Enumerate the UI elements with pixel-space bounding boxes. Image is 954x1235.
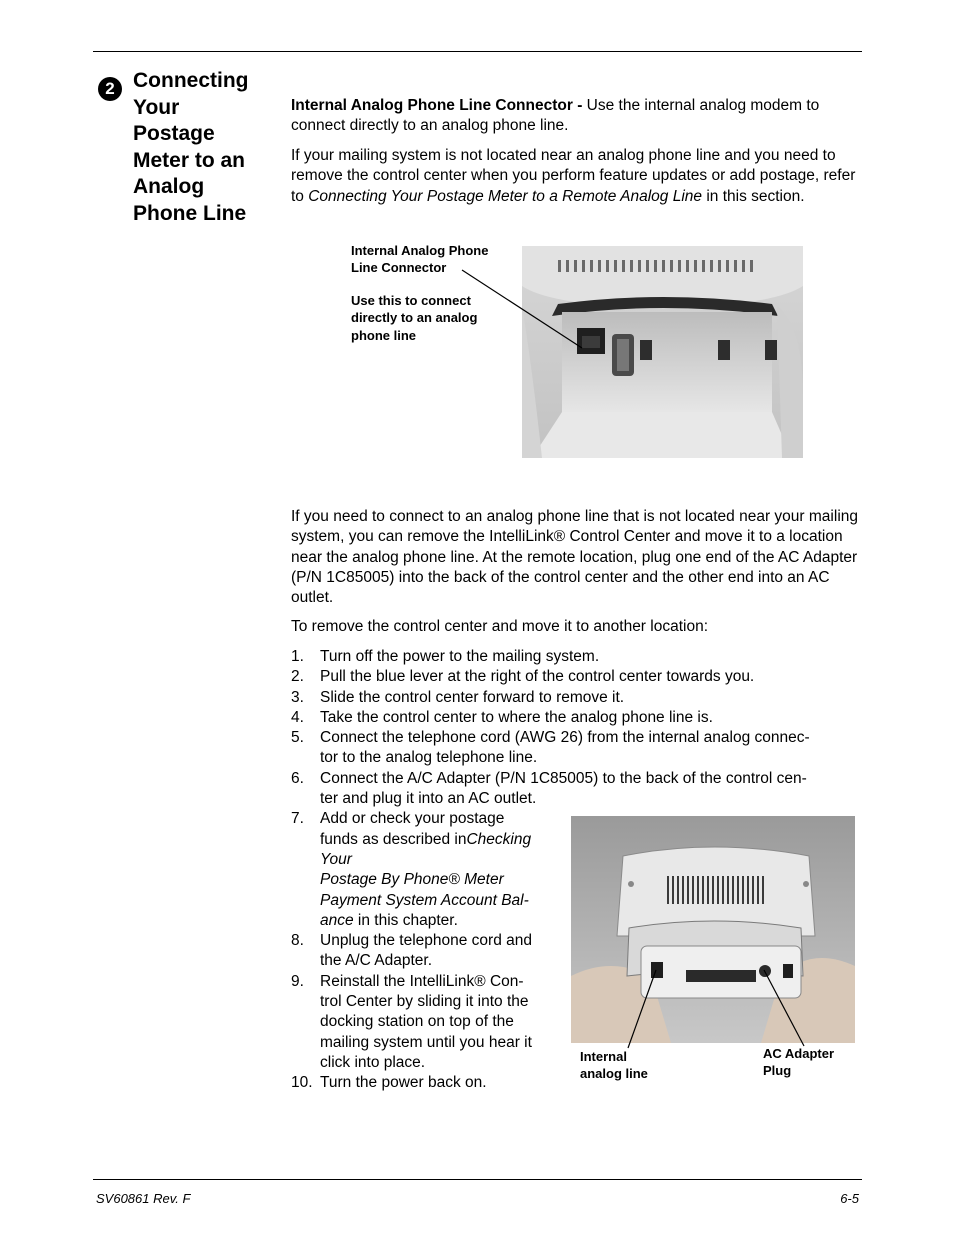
callout-line: phone line: [351, 327, 416, 343]
list-item: [291, 708, 861, 728]
step-text: tor to the analog telephone line.: [320, 749, 538, 767]
step-text: Connect the telephone cord (AWG 26) from the internal analog connec-: [320, 729, 810, 747]
remote-location-paragraph: [291, 507, 861, 608]
paragraph-text: in this section.: [702, 187, 805, 205]
list-item: [291, 809, 555, 931]
callout-line: Use this to connect: [351, 293, 471, 308]
step-text: Connect the A/C Adapter (P/N 1C85005) to the back of the control cen-: [320, 769, 807, 787]
step-text: Add or check your postage: [320, 810, 505, 828]
step-text: ter and plug it into an AC outlet.: [320, 790, 537, 808]
list-item: [291, 931, 555, 972]
heading-line: Connecting: [133, 69, 249, 92]
heading-line: Analog: [133, 175, 205, 198]
step-number: 5.: [291, 729, 304, 747]
list-item: [291, 667, 861, 687]
heading-line: Postage: [133, 122, 215, 145]
step-text: mailing system until you hear it: [320, 1033, 532, 1051]
callout-line: analog line: [580, 1066, 648, 1082]
step-text: the A/C Adapter.: [320, 952, 433, 970]
list-item: [291, 769, 861, 810]
intro-paragraph: [291, 96, 861, 137]
connector-text: Use the internal analog modem to connect directly to an analog phone line.: [291, 97, 820, 135]
callout-line: directly to an analog: [351, 310, 478, 326]
callout-leader-line: [460, 268, 590, 358]
cross-reference: Payment System Account Bal-: [320, 891, 529, 909]
header-rule: [93, 51, 862, 52]
step-text: Take the control center to where the analog phone line is.: [320, 708, 713, 726]
heading-line: Meter to an: [133, 148, 246, 172]
step-text: Turn the power back on.: [320, 1074, 487, 1092]
cross-reference: Postage By Phone® Meter: [320, 871, 504, 889]
step-number: 4.: [291, 708, 304, 726]
cross-reference: Connecting Your Postage Meter to a Remote Analog Line: [308, 187, 703, 205]
callout-line: Line Connector: [351, 260, 447, 276]
callout-line: Internal: [580, 1049, 627, 1064]
step-number-badge: 2: [98, 77, 122, 101]
callout-line: Plug: [763, 1063, 792, 1079]
step-text: Turn off the power to the mailing system.: [320, 648, 600, 665]
step-text: trol Center by sliding it into the: [320, 993, 529, 1011]
cross-reference: ance: [320, 911, 354, 929]
step-text: Pull the blue lever at the right of the control center towards you.: [320, 668, 755, 686]
list-item: [291, 972, 555, 1073]
heading-line: Your: [133, 95, 180, 119]
step-text: docking station on top of the: [320, 1013, 514, 1031]
step-number: 1.: [291, 648, 304, 665]
step-text: in this chapter.: [353, 911, 458, 929]
list-item: [291, 647, 861, 667]
paragraph-text: To remove the control center and move it to another location:: [291, 618, 709, 635]
step-text: click into place.: [320, 1053, 426, 1071]
step-text: funds as described in: [320, 830, 467, 848]
callout-line: AC Adapter: [763, 1046, 835, 1061]
document-id: SV60861 Rev. F: [96, 1191, 191, 1206]
step-number: 3.: [291, 688, 304, 706]
callout-leader-lines: [600, 960, 840, 1055]
cross-reference: Checking: [466, 830, 532, 848]
callout-line: Internal Analog Phone: [351, 243, 489, 258]
connector-label: Internal Analog Phone Line Connector -: [291, 97, 583, 114]
list-item: [291, 1073, 555, 1093]
removal-lead-paragraph: [291, 617, 861, 637]
heading-line: Phone Line: [133, 201, 247, 225]
step-text: Slide the control center forward to remove it.: [320, 688, 625, 706]
footer-rule: [93, 1179, 862, 1180]
section-heading: [133, 68, 283, 227]
paragraph-text: If your mailing system is not located near an analog phone line and you need to remove the control center when you perform feature updates or add postage, refer to: [291, 147, 856, 205]
step-text: Reinstall the IntelliLink® Con-: [320, 972, 524, 990]
paragraph-text: If you need to connect to an analog phone line that is not located near your mailing system, you can remove the IntelliLink® Control Center and move it to a location near the analog phone line. At the remote location, plug one end of the AC Adapter (P/N 1C85005) into the back of the control center and the other end into an AC outlet.: [291, 508, 858, 607]
step-number: 10.: [291, 1074, 313, 1092]
step-number: 8.: [291, 932, 304, 950]
cross-reference: Your: [320, 850, 352, 868]
remote-reference-paragraph: [291, 146, 861, 207]
step-text: Unplug the telephone cord and: [320, 932, 532, 950]
step-number: 9.: [291, 972, 304, 990]
step-number: 7.: [291, 810, 304, 828]
page-number: 6-5: [840, 1191, 859, 1206]
list-item: [291, 688, 861, 708]
callout-ac-adapter-plug: [763, 1045, 863, 1080]
step-number: 6.: [291, 769, 304, 787]
step-number: 2.: [291, 668, 304, 686]
callout-internal-analog-line: [580, 1048, 700, 1083]
list-item: [291, 728, 861, 769]
